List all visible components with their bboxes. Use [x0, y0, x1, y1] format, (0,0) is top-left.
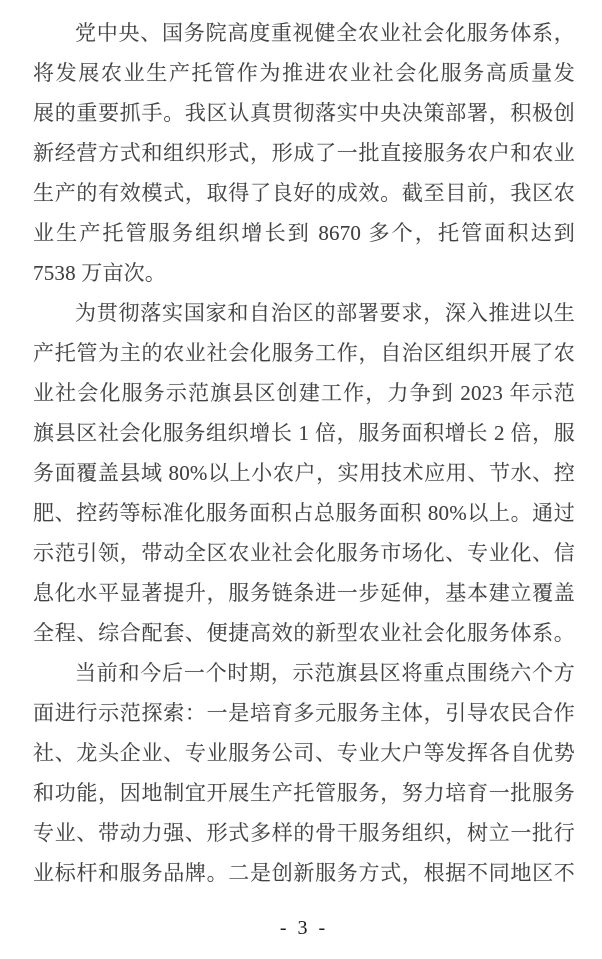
text-line: 当前和今后一个时期，示范旗县区将重点围绕六个方 — [75, 661, 575, 685]
text-line: 旗县区社会化服务组织增长 1 倍，服务面积增长 2 倍，服 — [33, 421, 575, 445]
text-line: 为贯彻落实国家和自治区的部署要求，深入推进以生 — [75, 301, 575, 325]
text-line: 专业、带动力强、形式多样的骨干服务组织，树立一批行 — [33, 821, 575, 845]
text-line: 务面覆盖县域 80%以上小农户，实用技术应用、节水、控 — [33, 461, 575, 485]
document-body — [33, 13, 575, 893]
text-line: 业社会化服务示范旗县区创建工作，力争到 2023 年示范 — [33, 381, 575, 405]
text-line: 展的重要抓手。我区认真贯彻落实中央决策部署，积极创 — [33, 101, 575, 125]
text-line: 社、龙头企业、专业服务公司、专业大户等发挥各自优势 — [33, 741, 575, 765]
text-line: 生产的有效模式，取得了良好的成效。截至目前，我区农 — [33, 181, 575, 205]
text-line: 全程、综合配套、便捷高效的新型农业社会化服务体系。 — [33, 621, 575, 645]
text-line: 息化水平显著提升，服务链条进一步延伸，基本建立覆盖 — [33, 581, 575, 605]
text-line: 将发展农业生产托管作为推进农业社会化服务高质量发 — [33, 61, 575, 85]
text-line: 面进行示范探索：一是培育多元服务主体，引导农民合作 — [33, 701, 575, 725]
text-line: 示范引领，带动全区农业社会化服务市场化、专业化、信 — [33, 541, 575, 565]
text-line: 党中央、国务院高度重视健全农业社会化服务体系， — [75, 21, 575, 45]
text-line: 7538 万亩次。 — [33, 261, 167, 285]
text-line: 业生产托管服务组织增长到 8670 多个，托管面积达到 — [33, 221, 575, 245]
text-line: 业标杆和服务品牌。二是创新服务方式，根据不同地区不 — [33, 861, 575, 885]
text-line: 产托管为主的农业社会化服务工作，自治区组织开展了农 — [33, 341, 575, 365]
text-line: 肥、控药等标准化服务面积占总服务面积 80%以上。通过 — [33, 501, 575, 525]
text-line: 新经营方式和组织形式，形成了一批直接服务农户和农业 — [33, 141, 575, 165]
text-line: 和功能，因地制宜开展生产托管服务，努力培育一批服务 — [33, 781, 575, 805]
page-number: - 3 - — [279, 917, 329, 939]
